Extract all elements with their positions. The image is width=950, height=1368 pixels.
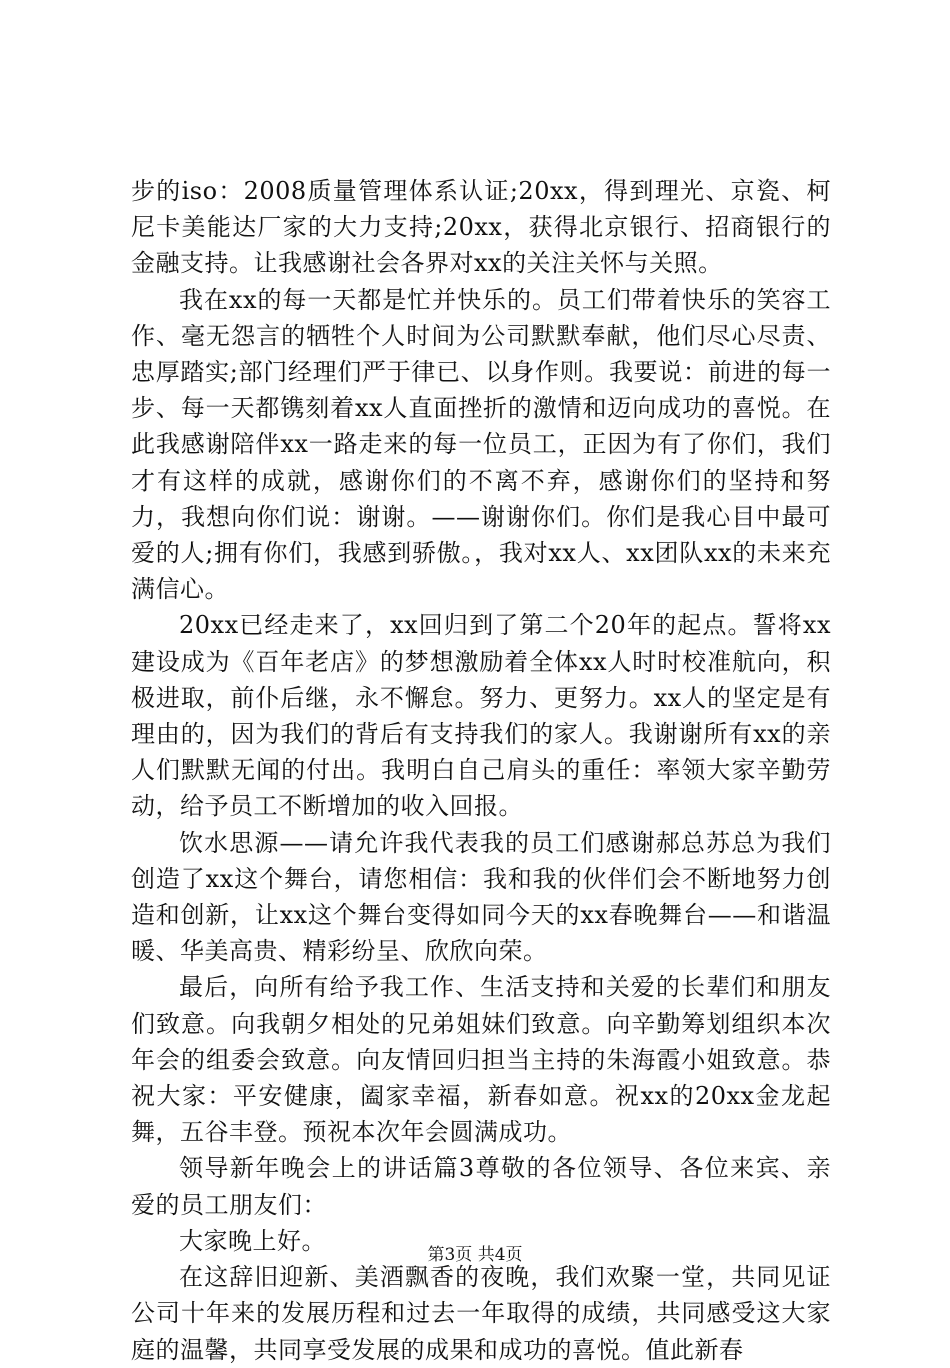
paragraph-speech-heading: 领导新年晚会上的讲话篇3尊敬的各位领导、各位来宾、亲爱的员工朋友们： — [131, 1154, 831, 1219]
page-number-footer: 第3页 共4页 — [427, 1245, 523, 1265]
paragraph-employees: 我在xx的每一天都是忙并快乐的。员工们带着快乐的笑容工作、毫无怨言的牺牲个人时间为公司默默奉献，他们尽心尽责、忠厚踏实;部门经理们严于律已、以身作则。我要说：前进的每一步、每一天都镌刻着xx人直面挫折的激情和迈向成功的喜悦。在此我感谢陪伴xx一路走来的每一位员工，正因为有了你们，我们才有这样的成就，感谢你们的不离不弃，感谢你们的坚持和努力，我想向你们说：谢谢。——谢谢你们。你们是我心目中最可爱的人;拥有你们，我感到骄傲。，我对xx人、xx团队xx的未来充满信心。 — [131, 285, 831, 604]
paragraph-future: 20xx已经走来了，xx回归到了第二个20年的起点。誓将xx建设成为《百年老店》的梦想激励着全体xx人时时校准航向，积极进取，前仆后继，永不懈怠。努力、更努力。xx人的坚定是有理由的，因为我们的背后有支持我们的家人。我谢谢所有xx的亲人们默默无闻的付出。我明白自己肩头的重任：率领大家辛勤劳动，给予员工不断增加的收入回报。 — [131, 611, 831, 821]
paragraph-greeting: 大家晚上好。 — [179, 1226, 326, 1255]
paragraph-continuation: 步的iso：2008质量管理体系认证;20xx，得到理光、京瓷、柯尼卡美能达厂家的大力支持;20xx，获得北京银行、招商银行的金融支持。让我感谢社会各界对xx的关注关怀与关照。 — [131, 177, 831, 278]
body-text — [131, 173, 831, 1368]
paragraph-opening: 在这辞旧迎新、美酒飘香的夜晚，我们欢聚一堂，共同见证公司十年来的发展历程和过去一年取得的成绩，共同感受这大家庭的温馨，共同享受发展的成果和成功的喜悦。值此新春 — [131, 1263, 831, 1364]
paragraph-gratitude: 饮水思源——请允许我代表我的员工们感谢郝总苏总为我们创造了xx这个舞台，请您相信：我和我的伙伴们会不断地努力创造和创新，让xx这个舞台变得如同今天的xx春晚舞台——和谐温暖、华美高贵、精彩纷呈、欣欣向荣。 — [131, 828, 831, 966]
paragraph-closing: 最后，向所有给予我工作、生活支持和关爱的长辈们和朋友们致意。向我朝夕相处的兄弟姐妹们致意。向辛勤筹划组织本次年会的组委会致意。向友情回归担当主持的朱海霞小姐致意。恭祝大家：平安健康，阖家幸福，新春如意。祝xx的20xx金龙起舞，五谷丰登。预祝本次年会圆满成功。 — [131, 973, 831, 1147]
